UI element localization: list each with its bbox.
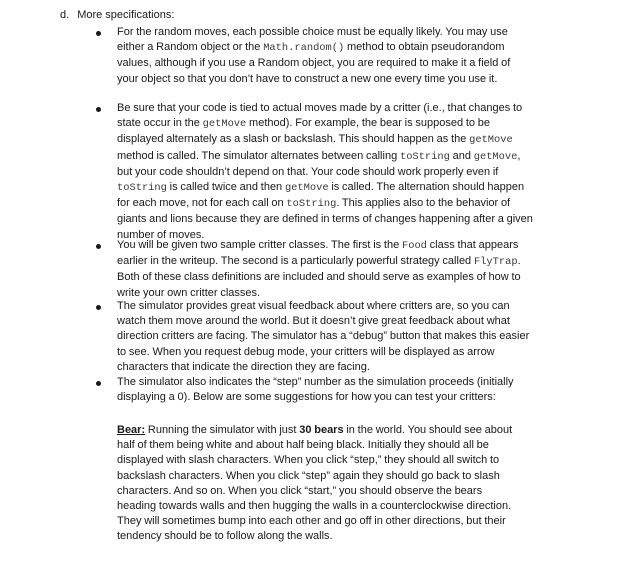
bullet-icon	[96, 305, 101, 310]
section-title: More specifications:	[77, 9, 175, 21]
code-text: getMove	[202, 118, 247, 131]
bullet-icon	[96, 244, 101, 249]
code-text: FlyTrap	[473, 256, 518, 269]
list-item: The simulator also indicates the “step” number as the simulation proceeds (initially displaying a 0). Below are some suggestions for how you can test your critters:	[92, 375, 534, 421]
code-text: Math.random()	[263, 42, 345, 55]
section-label: d.	[60, 9, 70, 21]
bullet-icon	[96, 381, 101, 386]
code-text: toString	[399, 150, 450, 163]
code-text: toString	[286, 198, 337, 211]
bear-title: Bear:	[117, 424, 146, 436]
code-text: getMove	[284, 182, 329, 195]
bear-count: 30 bears	[299, 424, 344, 436]
list-item: For the random moves, each possible choice must be equally likely. You may use either a Random object or the Math.random() method to obtain pseudorandom values, although if you use a Random object, you are required to make it a field of your object so that you don’t have to construct a new one every time you use it.	[92, 25, 534, 101]
bear-test-paragraph: Bear: Running the simulator with just 30 bears in the world. You should see about half of them being white and about half being black. Initially they should all be displayed with slash characters. When you click “step,” they should all switch to backslash characters. When you click “step” again they should go back to slash characters. And so on. When you click “start,” you should observe the bears heading towards walls and then hugging the walls in a counterclockwise direction. They will sometimes bump into each other and go off in other directions, but their tendency should be to follow along the walls.	[117, 424, 513, 543]
specifications-list	[92, 25, 534, 421]
bullet-icon	[96, 107, 101, 112]
code-text: getMove	[469, 134, 513, 147]
list-item: You will be given two sample critter classes. The first is the Food class that appears earlier in the writeup. The second is a particularly powerful strategy called FlyTrap. Both of these class definitions are included and should serve as examples of how to write your own critter classes.	[92, 238, 534, 299]
code-text: getMove	[473, 150, 518, 163]
code-text: Food	[401, 240, 427, 252]
list-item: The simulator provides great visual feedback about where critters are, so you can watch them move around the world. But it doesn’t give great feedback about what direction critters are facing. The simulator has a “debug” button that makes this easier to see. When you request debug mode, your critters will be displayed as arrow characters that indicate the direction they are facing.	[92, 299, 534, 375]
list-item: Be sure that your code is tied to actual moves made by a critter (i.e., that changes to state occur in the getMove method). For example, the bear is supposed to be displayed alternately as a slash or backslash. This should happen as the getMove method is called. The simulator alternates between calling toString and getMove, but your code shouldn’t depend on that. Your code should work properly even if toString is called twice and then getMove is called. The alternation should happen for each move, not for each call on toString. This applies also to the behavior of giants and lions because they are defined in terms of changes happening after a given number of moves.	[92, 101, 534, 238]
bullet-icon	[96, 31, 101, 36]
section-heading	[60, 8, 174, 23]
code-text: toString	[117, 182, 167, 195]
